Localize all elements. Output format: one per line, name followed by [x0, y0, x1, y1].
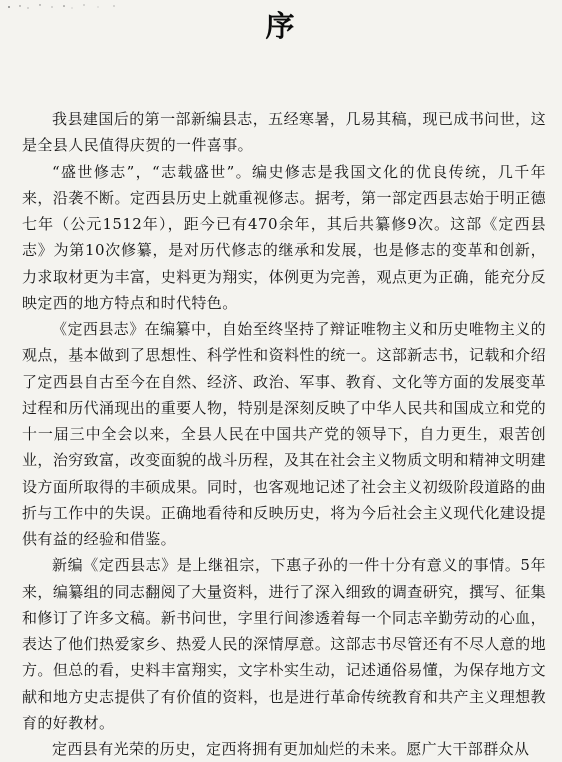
page-title: 序	[265, 9, 297, 43]
paragraph-4: 新编《定西县志》是上继祖宗，下惠子孙的一件十分有意义的事情。5年来，编纂组的同志翻阅了大量资料，进行了深入细致的调查研究，撰写、征集和修订了许多文稿。新书问世，字里行间渗透着每一个同志辛勤劳动的心血，表达了他们热爱家乡、热爱人民的深情厚意。这部志书尽管还有不尽人意的地方。但总的看，史料丰富翔实，文字朴实生动，记述通俗易懂，为保存地方文献和地方史志提供了有价值的资料，也是进行革命传统教育和共产主义理想教育的好教材。	[22, 556, 546, 732]
paragraph-5: 定西县有光荣的历史，定西将拥有更加灿烂的未来。愿广大干部群众从	[52, 740, 530, 758]
preface-body	[22, 106, 546, 762]
paragraph-2: “盛世修志”，“志载盛世”。编史修志是我国文化的优良传统，几千年来，沿袭不断。定西县历史上就重视修志。据考，第一部定西县志始于明正德七年（公元1512年），距今已有470余年，其后共纂修9次。这部《定西县志》为第10次修纂，是对历代修志的继承和发展，也是修志的变革和创新，力求取材更为丰富，史料更为翔实，体例更为完善，观点更为正确，能充分反映定西的地方特点和时代特色。	[22, 162, 546, 312]
paragraph-3: 《定西县志》在编纂中，自始至终坚持了辩证唯物主义和历史唯物主义的观点，基本做到了思想性、科学性和资料性的统一。这部新志书，记载和介绍了定西县自古至今在自然、经济、政治、军事、教育、文化等方面的发展变革过程和历代涌现出的重要人物，特别是深刻反映了中华人民共和国成立和党的十一届三中全会以来，全县人民在中国共产党的领导下，自力更生，艰苦创业，治穷致富，改变面貌的战斗历程，及其在社会主义物质文明和精神文明建设方面所取得的丰硕成果。同时，也客观地记述了社会主义初级阶段道路的曲折与工作中的失误。正确地看待和反映历史，将为今后社会主义现代化建设提供有益的经验和借鉴。	[22, 320, 546, 548]
paragraph-1: 我县建国后的第一部新编县志，五经寒暑，几易其稿，现已成书问世，这是全县人民值得庆贺的一件喜事。	[22, 110, 546, 155]
